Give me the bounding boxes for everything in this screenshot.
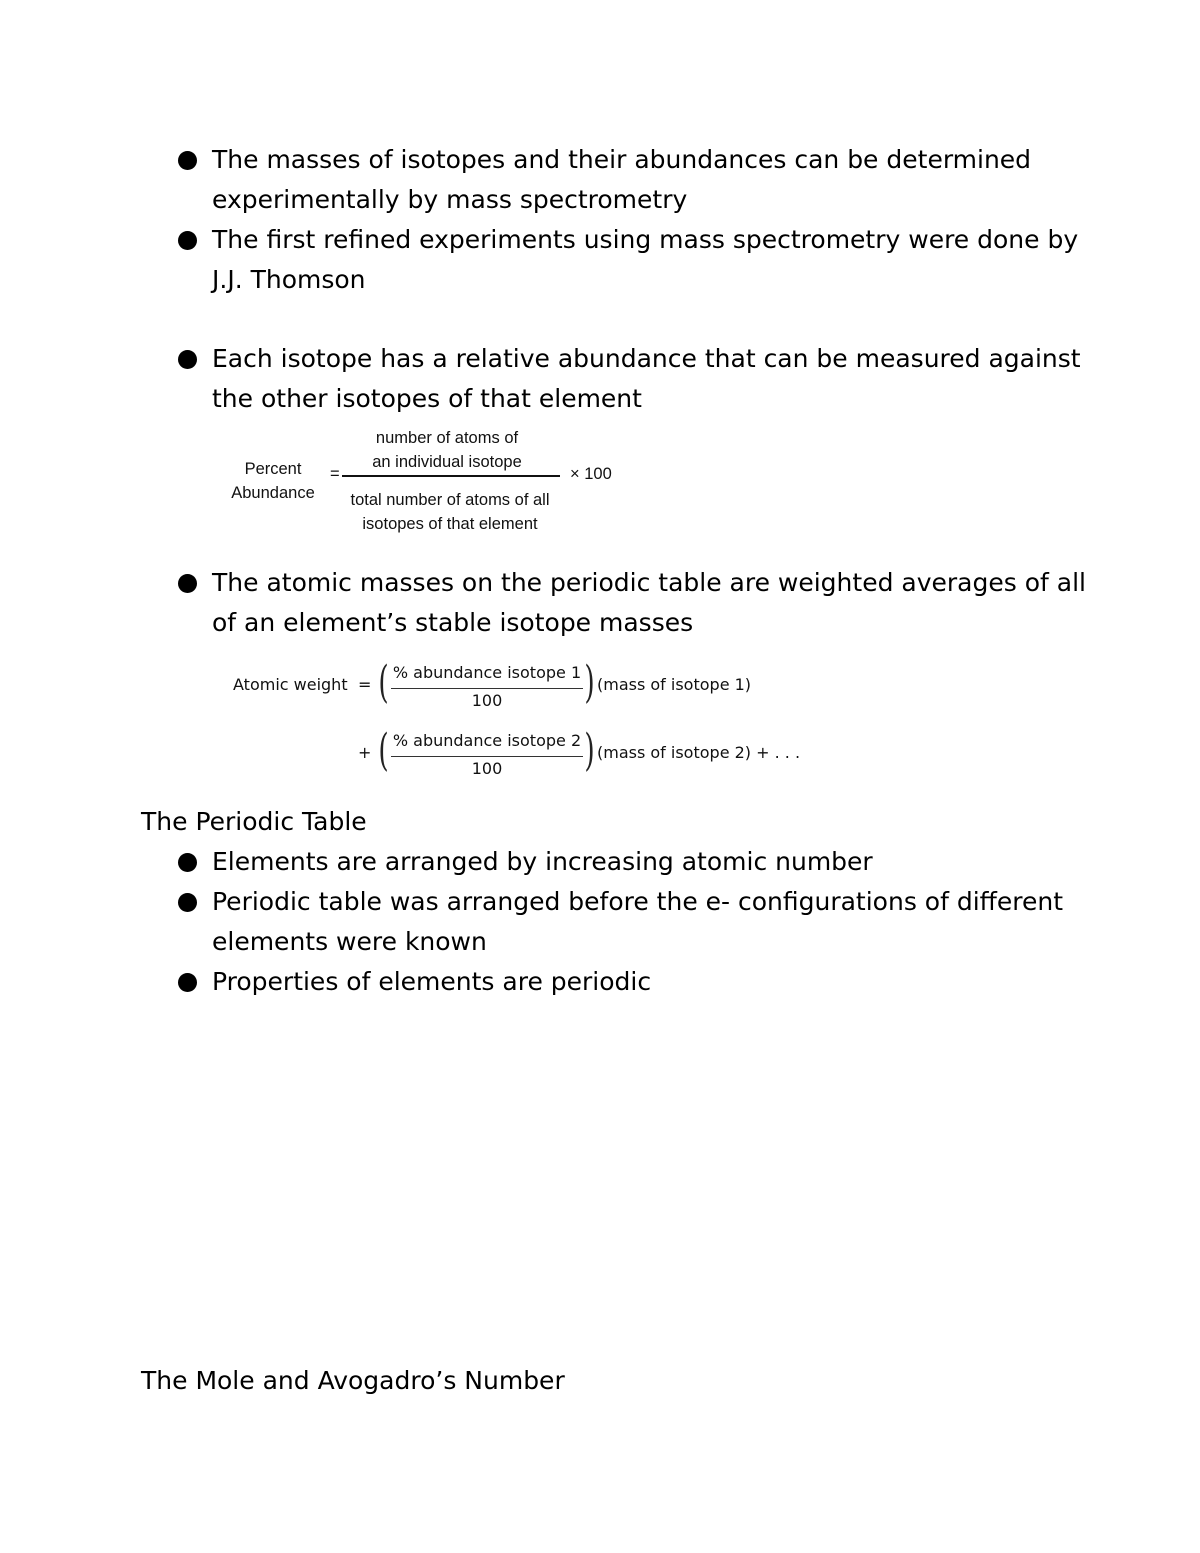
list-item [170,140,1090,220]
list-item [170,882,1090,962]
bullet-text: The atomic masses on the periodic table are weighted averages of all of an element’s stable isotope masses [212,568,1086,637]
term1-numerator: % abundance isotope 1 [392,663,582,682]
list-item [170,220,1090,300]
bullet-text: Properties of elements are periodic [212,967,652,996]
atomic-weight-label: Atomic weight [233,675,348,694]
section-heading-mole: The Mole and Avogadro’s Number [141,1366,565,1395]
bullet-dot-icon [178,574,197,593]
left-paren-icon: ( [378,725,389,776]
abundance-bullet-list [170,339,1090,419]
term1-mass: (mass of isotope 1) [597,675,752,694]
atomic-weight-formula [225,655,825,785]
list-item [170,339,1090,419]
bullet-dot-icon [178,973,197,992]
periodic-bullet-list [170,842,1090,1002]
list-item [170,842,1090,882]
bullet-dot-icon [178,151,197,170]
bullet-dot-icon [178,893,197,912]
formula-denominator: total number of atoms of all isotopes of that element [350,491,550,533]
formula-multiplier: × 100 [570,465,612,483]
plus-sign: + [358,743,372,762]
bullet-text: Each isotope has a relative abundance that can be measured against the other isotopes of that element [212,344,1081,413]
percent-abundance-formula [210,420,640,540]
formula-numerator: number of atoms of an individual isotope [372,429,522,471]
term2-numerator: % abundance isotope 2 [392,731,582,750]
fraction-bar [391,756,583,757]
section-heading-periodic-table: The Periodic Table [141,807,367,836]
right-paren-icon: ) [584,725,595,776]
term2-mass: (mass of isotope 2) + . . . [597,743,801,762]
bullet-dot-icon [178,350,197,369]
left-paren-icon: ( [378,657,389,708]
term1-denominator: 100 [471,691,503,710]
bullet-dot-icon [178,231,197,250]
atomic-mass-bullet-list [170,563,1090,643]
equals-sign: = [358,675,372,694]
equals-sign: = [330,465,340,483]
bullet-text: The first refined experiments using mass spectrometry were done by J.J. Thomson [212,225,1079,294]
fraction-bar [342,475,560,477]
bullet-text: Periodic table was arranged before the e- configurations of different elements were known [212,887,1064,956]
formula-label: Percent Abundance [231,460,315,502]
list-item [170,563,1090,643]
isotope-bullet-list [170,140,1090,300]
list-item [170,962,1090,1002]
right-paren-icon: ) [584,657,595,708]
bullet-text: Elements are arranged by increasing atomic number [212,847,873,876]
bullet-text: The masses of isotopes and their abundances can be determined experimentally by mass spectrometry [212,145,1032,214]
bullet-dot-icon [178,853,197,872]
term2-denominator: 100 [471,759,503,778]
fraction-bar [391,688,583,689]
